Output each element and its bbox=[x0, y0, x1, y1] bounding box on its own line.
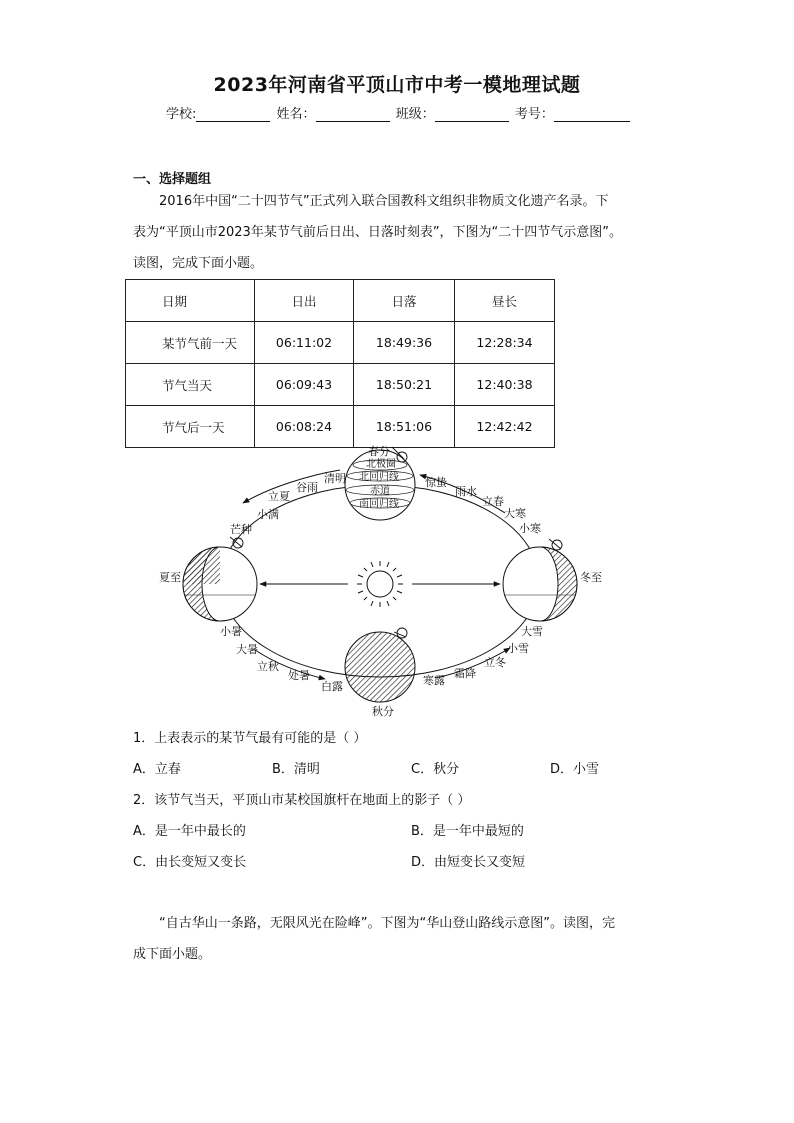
table-cell: 12:28:34 bbox=[455, 322, 555, 364]
class-label: 班级： bbox=[395, 107, 435, 122]
name-label: 姓名： bbox=[276, 107, 316, 122]
intro-line-2: 表为“平顶山市2023年某节气前后日出、日落时刻表”，下图为“二十四节气示意图”。 bbox=[133, 225, 623, 240]
term-xiaohan: 小寒 bbox=[519, 522, 541, 535]
term-liqiu: 立秋 bbox=[257, 660, 279, 673]
term-hanlu: 寒露 bbox=[423, 674, 445, 687]
term-bailu: 白露 bbox=[321, 680, 343, 693]
term-shuangjiang: 霜降 bbox=[454, 667, 476, 680]
intro-line-3: 读图，完成下面小题。 bbox=[133, 256, 264, 271]
term-xiazhi: 夏至 bbox=[159, 571, 181, 584]
term-daxue: 大雪 bbox=[521, 625, 543, 638]
intro-line-1: 2016年中国“二十四节气”正式列入联合国教科文组织非物质文化遗产名录。下 bbox=[159, 194, 609, 209]
term-jingzhe: 惊蛰 bbox=[425, 476, 447, 489]
table-cell: 18:49:36 bbox=[354, 322, 455, 364]
table-cell: 06:11:02 bbox=[255, 322, 354, 364]
intro2-paragraph bbox=[133, 908, 665, 970]
term-xiaoshu: 小暑 bbox=[220, 625, 242, 638]
q1-option-a[interactable]: A．立春 bbox=[133, 762, 181, 777]
school-label: 学校: bbox=[166, 107, 197, 122]
term-xiaoman: 小满 bbox=[257, 508, 279, 521]
table-row bbox=[126, 406, 555, 448]
table-header: 日期 bbox=[126, 280, 255, 322]
header-fields bbox=[166, 103, 632, 122]
exam-no-blank[interactable] bbox=[554, 107, 630, 122]
table-cell: 06:09:43 bbox=[255, 364, 354, 406]
term-lixia: 立夏 bbox=[268, 490, 290, 503]
school-blank[interactable] bbox=[196, 107, 270, 122]
table-header: 日出 bbox=[255, 280, 354, 322]
table-row bbox=[126, 322, 555, 364]
solar-terms-diagram bbox=[150, 445, 620, 720]
page-title: 2023年河南省平顶山市中考一模地理试题 bbox=[213, 74, 581, 96]
q1-option-b[interactable]: B．清明 bbox=[272, 762, 320, 777]
term-qiufen: 秋分 bbox=[372, 705, 394, 718]
table-cell: 节气当天 bbox=[126, 364, 255, 406]
table-cell: 节气后一天 bbox=[126, 406, 255, 448]
q2-option-c[interactable]: C．由长变短又变长 bbox=[133, 855, 247, 870]
q2-option-d[interactable]: D．由短变长又变短 bbox=[411, 855, 526, 870]
globe-winter-solstice bbox=[503, 539, 577, 621]
globe-autumn-equinox bbox=[345, 628, 415, 702]
term-lidong: 立冬 bbox=[484, 656, 506, 669]
term-chushu: 处暑 bbox=[288, 669, 310, 682]
table-cell: 12:40:38 bbox=[455, 364, 555, 406]
term-lichun: 立春 bbox=[482, 495, 504, 508]
table-cell: 18:50:21 bbox=[354, 364, 455, 406]
equator-label: 赤道 bbox=[370, 486, 390, 497]
term-dahan: 大寒 bbox=[504, 507, 526, 520]
term-mangzhong: 芒种 bbox=[230, 523, 252, 536]
question-2: 2．该节气当天，平顶山市某校国旗杆在地面上的影子（ ） bbox=[133, 793, 471, 808]
table-row bbox=[126, 364, 555, 406]
q2-option-b[interactable]: B．是一年中最短的 bbox=[411, 824, 524, 839]
q2-option-a[interactable]: A．是一年中最长的 bbox=[133, 824, 246, 839]
polar-circle-label: 北极圈 bbox=[366, 459, 396, 470]
question-1: 1．上表表示的某节气最有可能的是（ ） bbox=[133, 731, 367, 746]
class-blank[interactable] bbox=[435, 107, 509, 122]
table-cell: 06:08:24 bbox=[255, 406, 354, 448]
table-cell: 18:51:06 bbox=[354, 406, 455, 448]
intro2-line-1: “自古华山一条路，无限风光在险峰”。下图为“华山登山路线示意图”。读图，完 bbox=[159, 916, 615, 931]
table-header: 昼长 bbox=[455, 280, 555, 322]
q1-option-d[interactable]: D．小雪 bbox=[550, 762, 600, 777]
term-xiaoxue: 小雪 bbox=[507, 642, 529, 655]
sun-time-table bbox=[125, 279, 555, 448]
term-guyu: 谷雨 bbox=[296, 481, 318, 494]
table-cell: 某节气前一天 bbox=[126, 322, 255, 364]
tropic-south-label: 南回归线 bbox=[359, 499, 399, 510]
globe-summer-solstice bbox=[183, 537, 257, 621]
exam-no-label: 考号： bbox=[514, 107, 554, 122]
term-chunfen: 春分 bbox=[368, 445, 390, 458]
sun-icon bbox=[357, 561, 403, 607]
table-cell: 12:42:42 bbox=[455, 406, 555, 448]
q1-option-c[interactable]: C．秋分 bbox=[411, 762, 460, 777]
section-heading: 一、选择题组 bbox=[133, 172, 212, 187]
intro2-line-2: 成下面小题。 bbox=[133, 947, 212, 962]
name-blank[interactable] bbox=[316, 107, 390, 122]
tropic-north-label: 北回归线 bbox=[359, 472, 399, 483]
table-header-row bbox=[126, 280, 555, 322]
term-qingming: 清明 bbox=[324, 472, 346, 485]
intro-paragraph bbox=[133, 186, 665, 279]
term-dashu: 大暑 bbox=[236, 643, 258, 656]
term-dongzhi: 冬至 bbox=[580, 571, 602, 584]
table-header: 日落 bbox=[354, 280, 455, 322]
term-yushui: 雨水 bbox=[455, 485, 477, 498]
